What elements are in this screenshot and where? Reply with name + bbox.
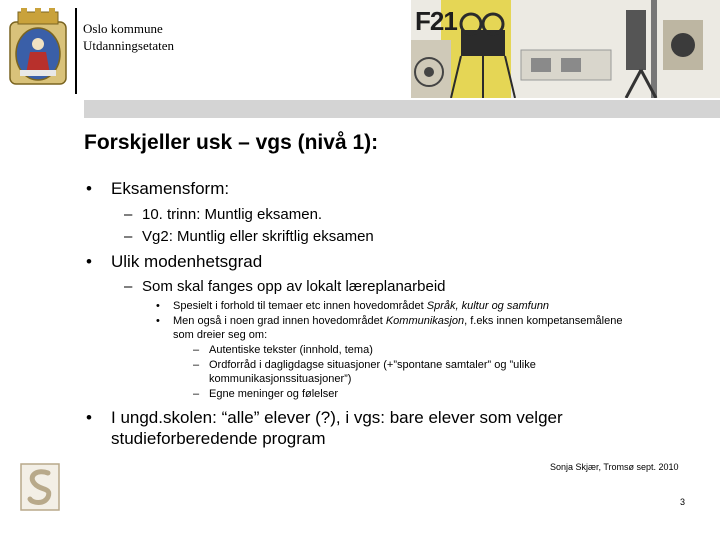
bullet-marker: • <box>86 252 92 271</box>
page-title: Forskjeller usk – vgs (nivå 1): <box>84 131 379 154</box>
point-emphasis: Kommunikasjon <box>385 315 465 327</box>
org-department: Utdanningsetaten <box>83 38 174 53</box>
dash-marker: – <box>124 206 133 223</box>
subbullet-10th-grade: 10. trinn: Muntlig eksamen. <box>142 206 323 223</box>
point-text-after: , f.eks innen kompetansemålene <box>464 315 623 327</box>
point-communication-continued: som dreier seg om: <box>173 329 268 341</box>
point-language-culture <box>173 300 549 312</box>
dash-marker: – <box>193 388 200 400</box>
page-number: 3 <box>680 497 686 507</box>
dash-marker: – <box>193 359 200 371</box>
bullet-marker: • <box>156 315 160 327</box>
bullet-lower-secondary-continued: studieforberedende program <box>111 429 326 448</box>
detail-vocabulary-continued: kommunikasjonssituasjoner”) <box>209 373 352 385</box>
point-text: Spesielt i forhold til temaer etc innen hovedområdet <box>173 300 427 312</box>
author-credit: Sonja Skjær, Tromsø sept. 2010 <box>550 462 679 472</box>
point-communication <box>173 315 622 327</box>
dash-marker: – <box>193 344 200 356</box>
bullet-maturity: Ulik modenhetsgrad <box>111 252 263 271</box>
oslo-crest-icon <box>6 8 70 88</box>
bullet-exam-form: Eksamensform: <box>111 179 230 198</box>
title-bar <box>84 100 720 118</box>
detail-authentic-texts: Autentiske tekster (innhold, tema) <box>209 344 373 356</box>
subbullet-local-curriculum: Som skal fanges opp av lokalt læreplanarbeid <box>142 278 446 295</box>
banner-label: F21 <box>415 6 457 36</box>
film-camera-collage-image <box>411 0 720 98</box>
point-emphasis: Språk, kultur og samfunn <box>426 300 550 312</box>
point-text: Men også i noen grad innen hovedområdet <box>173 315 386 327</box>
s-logo-icon <box>20 463 60 511</box>
dash-marker: – <box>124 228 133 245</box>
detail-vocabulary: Ordforråd i dagligdagse situasjoner (+”spontane samtaler” og ”ulike <box>209 359 536 371</box>
bullet-marker: • <box>86 179 92 198</box>
dash-marker: – <box>124 278 133 295</box>
subbullet-vg2: Vg2: Muntlig eller skriftlig eksamen <box>142 228 374 245</box>
header-divider <box>75 8 77 94</box>
org-name: Oslo kommune <box>83 21 163 36</box>
bullet-marker: • <box>86 408 92 427</box>
bullet-lower-secondary: I ungd.skolen: “alle” elever (?), i vgs: bare elever som velger <box>111 408 563 427</box>
bullet-marker: • <box>156 300 160 312</box>
detail-opinions: Egne meninger og følelser <box>209 388 339 400</box>
